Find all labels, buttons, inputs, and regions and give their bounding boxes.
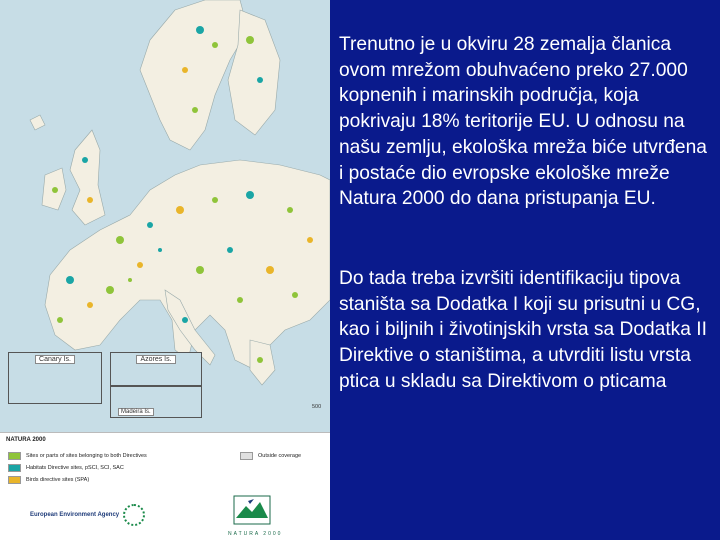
azores-inset xyxy=(110,352,202,386)
eea-mark-icon xyxy=(123,504,145,526)
agency-name: European Environment Agency xyxy=(30,512,120,518)
canary-label: Canary Is. xyxy=(35,355,75,364)
north-islands xyxy=(30,115,45,130)
canary-inset xyxy=(8,352,102,404)
legend-label: Habitats Directive sites, pSCI, SCI, SAC xyxy=(26,465,124,471)
eea-logo xyxy=(30,504,145,526)
scale-label: 500 xyxy=(312,404,322,410)
legend-item-both xyxy=(8,452,147,460)
greece-land xyxy=(250,340,275,385)
legend-swatch xyxy=(240,452,253,460)
legend-label: Birds directive sites (SPA) xyxy=(26,477,90,483)
legend-swatch xyxy=(8,476,21,484)
paragraph-1: Trenutno je u okviru 28 zemalja članica ovom mrežom obuhvaćeno preko 27.000 kopnenih i marinskih područja, koja pokrivaju 18% teritorije EU. U odnosu na našu zemlju, ekološka mreža biće utvrđena i postaće dio evropske ekološke mreže Natura 2000 do dana pristupanja EU. xyxy=(339,34,707,210)
natura-logo-icon xyxy=(226,492,278,536)
legend-swatch xyxy=(8,464,21,472)
britain-land xyxy=(70,130,105,225)
legend-title: NATURA 2000 xyxy=(6,437,46,443)
legend-item-outside xyxy=(240,452,301,460)
legend-item-habitats xyxy=(8,464,124,472)
natura-2000-map xyxy=(0,0,330,540)
legend-item-birds xyxy=(8,476,89,484)
paragraph-2: Do tada treba izvršiti identifikaciju tipova staništa sa Dodatka I koji su prisutni u CG, kao i biljnih i životinjskih vrsta sa Dodatka II Direktive o staništima, a utvrditi listu vrsta ptica u skladu sa Direktivom o pticama xyxy=(339,268,707,392)
legend-label: Outside coverage xyxy=(258,453,302,459)
legend-label: Sites or parts of sites belonging to both Directives xyxy=(26,453,147,459)
azores-label: Azores Is. xyxy=(136,355,175,364)
madeira-label: Madeira Is. xyxy=(118,408,154,416)
europe-map xyxy=(0,0,330,432)
legend-swatch xyxy=(8,452,21,460)
natura-logo-text: NATURA 2000 xyxy=(228,531,283,537)
